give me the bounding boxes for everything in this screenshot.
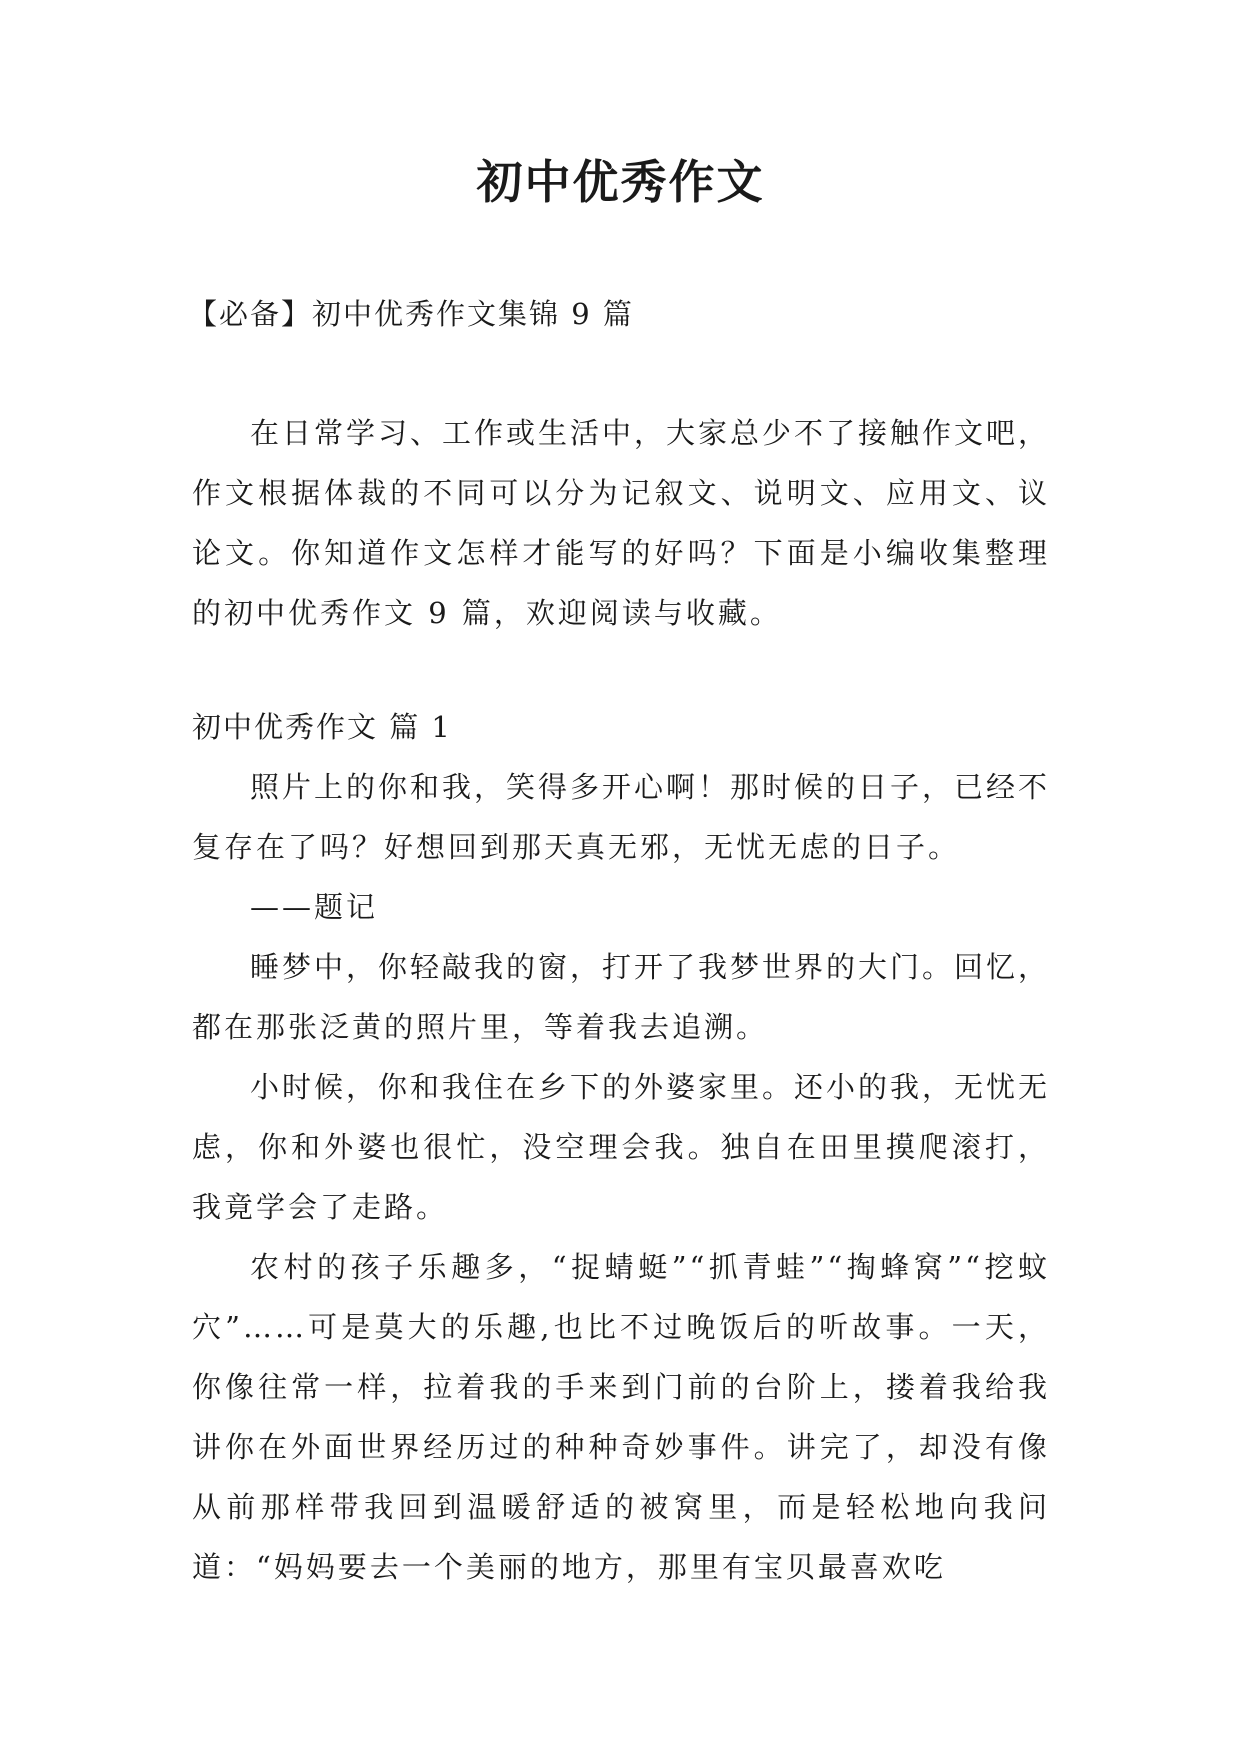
essay-epigraph-attribution: ——题记 (250, 890, 379, 924)
essay-paragraph: 睡梦中，你轻敲我的窗，打开了我梦世界的大门。回忆，都在那张泛黄的照片里，等着我去追溯。 (192, 950, 1051, 1044)
essay-paragraph: 照片上的你和我，笑得多开心啊！那时候的日子，已经不复存在了吗？好想回到那天真无邪，无忧无虑的日子。 (192, 770, 1051, 864)
essay-paragraph: 小时候，你和我住在乡下的外婆家里。还小的我，无忧无虑，你和外婆也很忙，没空理会我。独自在田里摸爬滚打，我竟学会了走路。 (192, 1070, 1051, 1224)
document-title: 初中优秀作文 (476, 155, 765, 209)
essay-paragraph: 农村的孩子乐趣多，“捉蜻蜓”“抓青蛙”“掏蜂窝”“挖蚊穴”……可是莫大的乐趣,也比不过晚饭后的听故事。一天，你像往常一样，拉着我的手来到门前的台阶上，搂着我给我讲你在外面世界经历过的种种奇妙事件。讲完了，却没有像从前那样带我回到温暖舒适的被窝里，而是轻松地向我问道：“妈妈要去一个美丽的地方，那里有宝贝最喜欢吃 (192, 1250, 1050, 1584)
essay-section (192, 697, 1050, 1597)
essay-heading: 初中优秀作文 篇 1 (192, 710, 452, 744)
document-subtitle: 【必备】初中优秀作文集锦 9 篇 (188, 297, 634, 331)
intro-section (192, 403, 1050, 643)
intro-paragraph: 在日常学习、工作或生活中，大家总少不了接触作文吧，作文根据体裁的不同可以分为记叙文、说明文、应用文、议论文。你知道作文怎样才能写的好吗？下面是小编收集整理的初中优秀作文 9 篇，欢迎阅读与收藏。 (192, 416, 1051, 630)
